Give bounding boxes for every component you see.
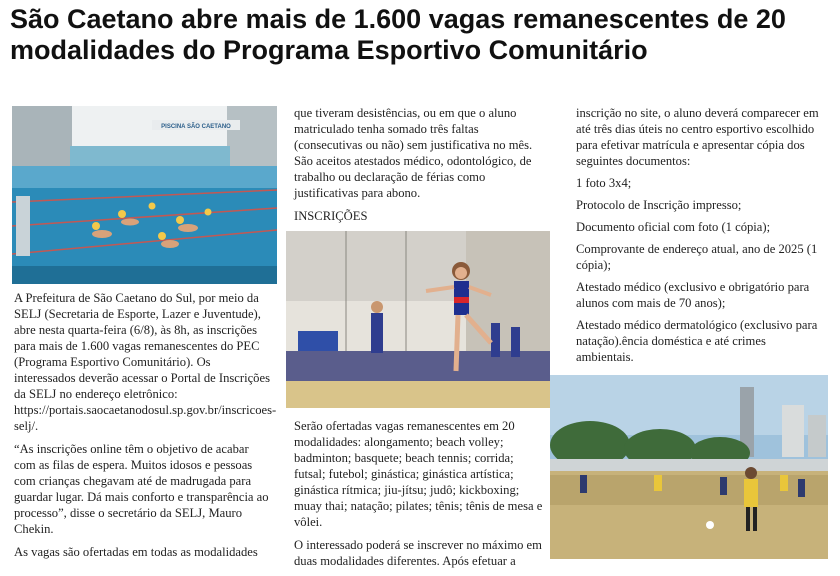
paragraph: As vagas são ofertadas em todas as modalidades (14, 545, 258, 559)
paragraph: A Prefeitura de São Caetano do Sul, por meio da SELJ (Secretaria de Esporte, Lazer e Juventude), abre nesta quarta-feira (6/8), às 8h, as inscrições para mais de 1.600 vagas remanescentes do PEC (Programa Esportivo Comunitário). Os interessados deverão acessar o Portal de Inscrições da SELJ no endereço eletrônico: https://portais.saocaetanodosul.sp.gov.br/inscricoes-selj/. (14, 291, 277, 433)
paragraph: que tiveram desistências, ou em que o aluno matriculado tenha somado três faltas (consecutivas ou não) sem justificativa no mês. São aceitos atestados médico, odontológico, de trabalho ou declaração de férias como justificativas para abono. (294, 106, 533, 200)
pool-sign-text: PISCINA SÃO CAETANO (161, 124, 231, 130)
paragraph: inscrição no site, o aluno deverá comparecer em até três dias úteis no centro esportivo escolhido para efetivar matrícula e apresentar cópia dos seguintes documentos: (576, 106, 819, 168)
document-list-item: 1 foto 3x4; (576, 176, 632, 190)
paragraph: O interessado poderá se inscrever no máximo em duas modalidades diferentes. Após efetuar a (294, 538, 542, 568)
document-list-item: Protocolo de Inscrição impresso; (576, 198, 742, 212)
section-heading: INSCRIÇÕES (294, 209, 368, 223)
document-list-item: Documento oficial com foto (1 cópia); (576, 220, 771, 234)
document-list-item: Atestado médico dermatológico (exclusivo para natação).ência doméstica e até crimes ambientais. (576, 318, 818, 364)
headline: São Caetano abre mais de 1.600 vagas remanescentes de 20 modalidades do Programa Esportivo Comunitário (10, 4, 786, 65)
article-column-1 (14, 290, 277, 567)
paragraph: Serão ofertadas vagas remanescentes em 20 modalidades: alongamento; beach volley; badminton; basquete; beach tennis; corrida; futsal; futebol; ginástica; ginástica artística; ginástica rítmica; jiu-jítsu; judô; kickboxing; muay thai; natação; pilates; tênis; tênis de mesa e vôlei. (294, 419, 543, 529)
soccer-field-photo (550, 375, 828, 559)
document-list-item: Atestado médico (exclusivo e obrigatório para alunos com mais de 70 anos); (576, 280, 810, 310)
pool-photo (12, 106, 277, 284)
paragraph: “As inscrições online têm o objetivo de acabar com as filas de espera. Muitos idosos e pessoas com crianças chegavam até de madrugada para guardar lugar. Dá mais conforto e transparência ao processo”, disse o secretário da SELJ, Mauro Chekin. (14, 442, 269, 536)
article-column-2-bottom (294, 418, 548, 576)
article-column-3 (576, 105, 826, 371)
document-list-item: Comprovante de endereço atual, ano de 2025 (1 cópia); (576, 242, 818, 272)
gymnastics-photo (286, 231, 550, 408)
article-column-2-top (294, 105, 548, 231)
